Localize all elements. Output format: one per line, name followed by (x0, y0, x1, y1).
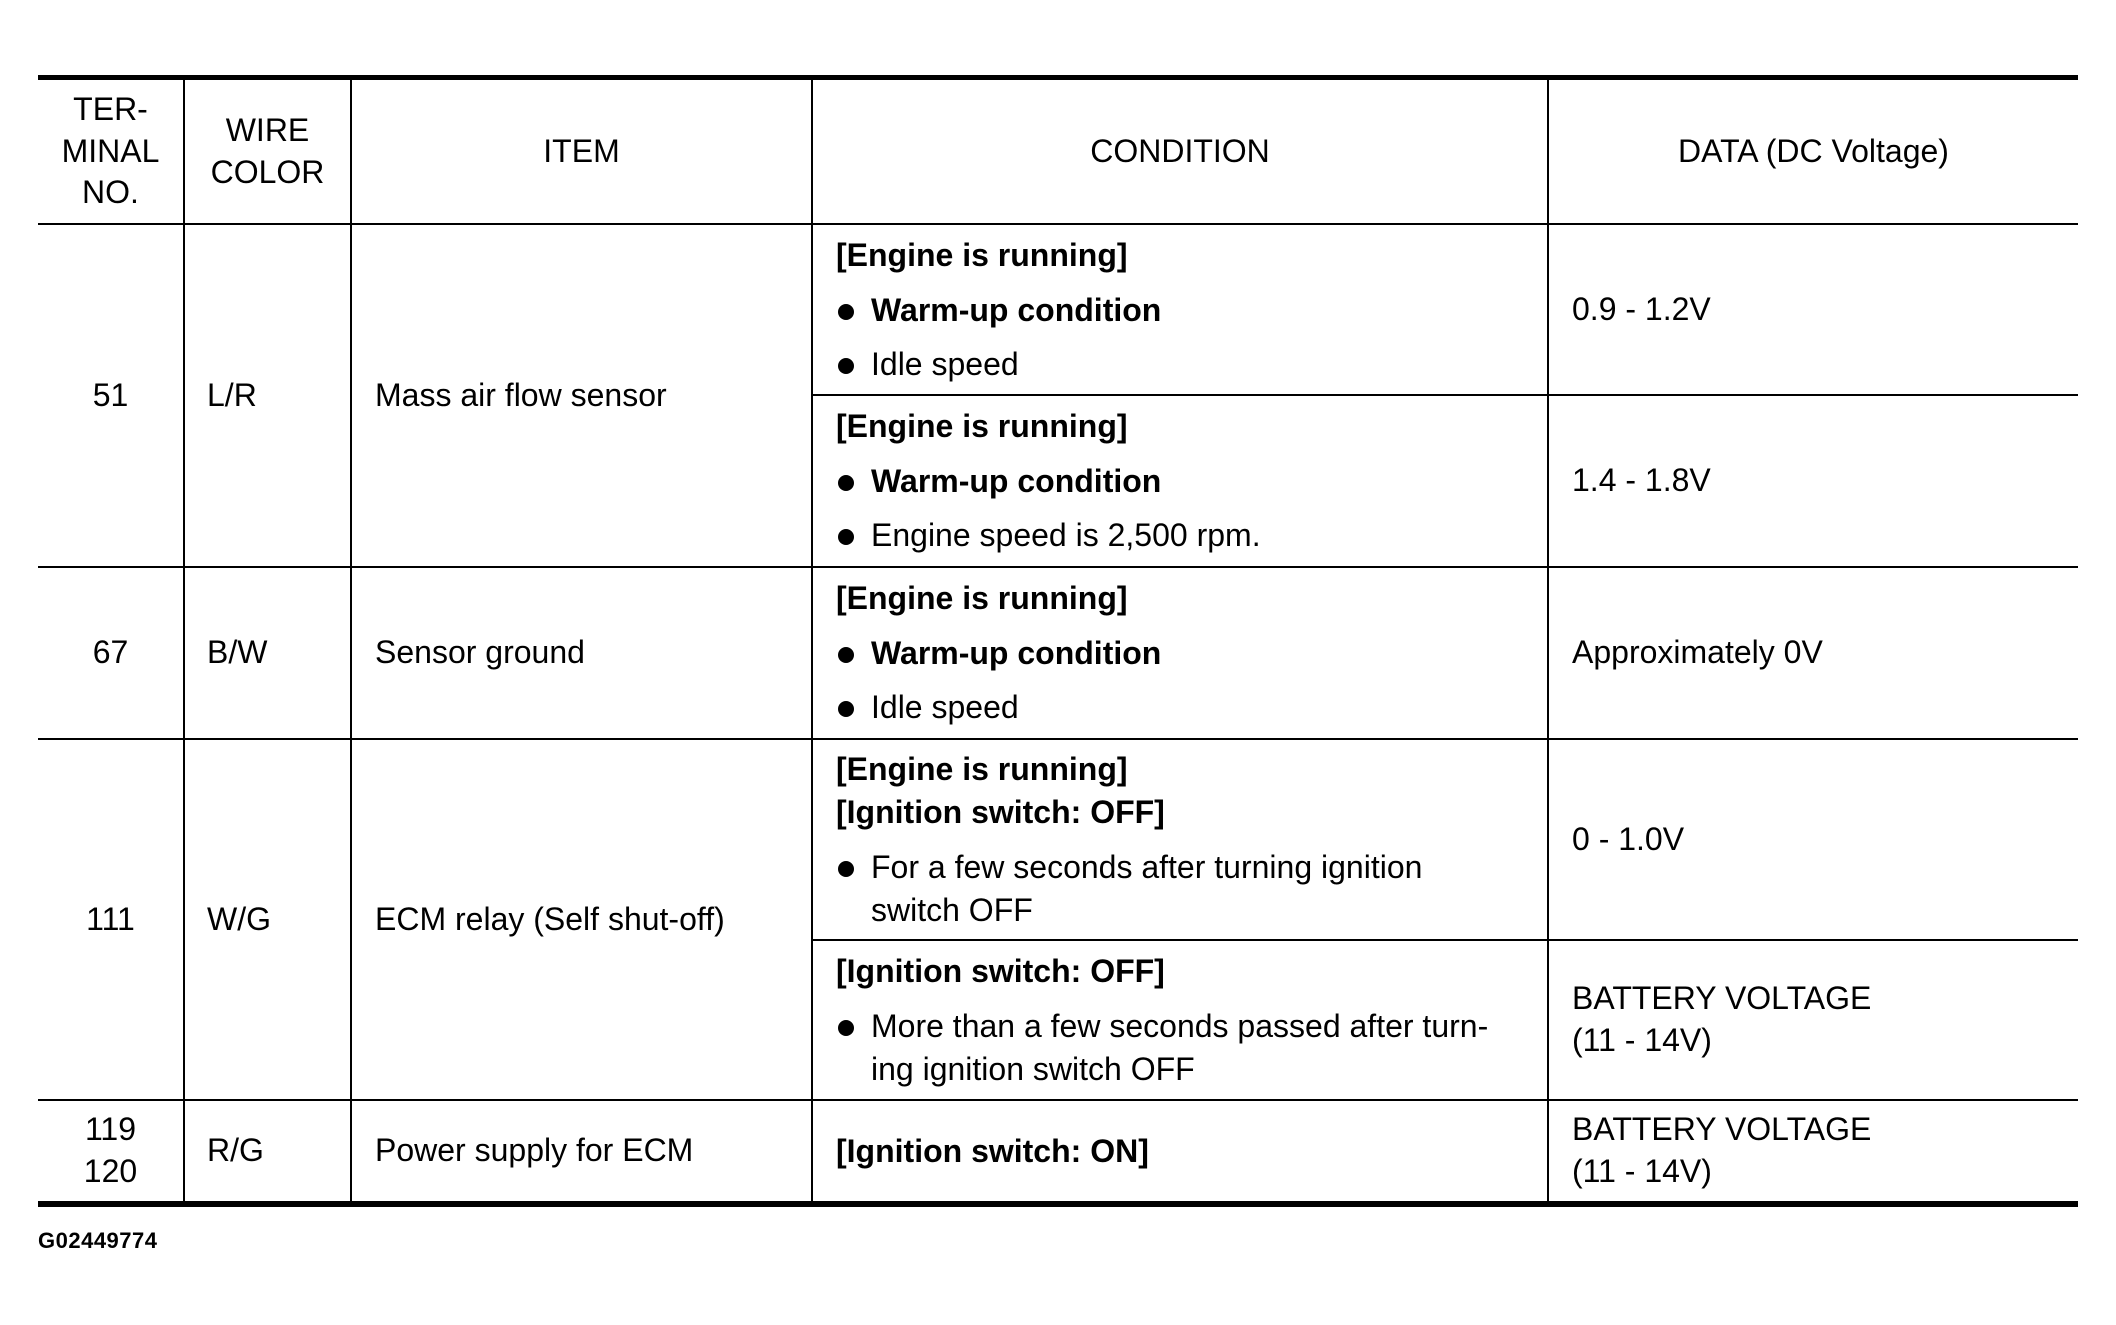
data-value: 1.4 - 1.8V (1548, 395, 2078, 567)
header-wire-color: WIRE COLOR (184, 78, 351, 225)
condition-cell (812, 739, 1548, 940)
terminal-number: 119 120 (38, 1100, 184, 1204)
condition-bullet: Warm-up condition (836, 460, 1529, 503)
condition-bullet: Warm-up condition (836, 289, 1529, 332)
item-name: Power supply for ECM (351, 1100, 812, 1204)
condition-bullet: More than a few seconds passed after turn- ing ignition switch OFF (836, 1005, 1529, 1091)
wire-color: W/G (184, 739, 351, 1100)
condition-bullet: Idle speed (836, 686, 1529, 729)
condition-bullet: Idle speed (836, 343, 1529, 386)
data-value: Approximately 0V (1548, 567, 2078, 739)
table-row (38, 1100, 2078, 1204)
terminal-number: 111 (38, 739, 184, 1100)
item-name: ECM relay (Self shut-off) (351, 739, 812, 1100)
table-row (38, 567, 2078, 739)
condition-heading: [Ignition switch: OFF] (836, 793, 1165, 830)
wire-color: B/W (184, 567, 351, 739)
condition-cell (812, 940, 1548, 1100)
condition-heading: [Engine is running] (836, 408, 1128, 444)
condition-cell (812, 567, 1548, 739)
ecm-terminal-table (38, 75, 2078, 1207)
condition-heading: [Engine is running] (836, 750, 1128, 787)
header-item: ITEM (351, 78, 812, 225)
condition-heading: [Engine is running] (836, 236, 1128, 273)
item-name: Sensor ground (351, 567, 812, 739)
data-value: BATTERY VOLTAGE (11 - 14V) (1548, 940, 2078, 1100)
terminal-number: 67 (38, 567, 184, 739)
terminal-number: 51 (38, 224, 184, 567)
data-value: 0.9 - 1.2V (1548, 224, 2078, 395)
wire-color: R/G (184, 1100, 351, 1204)
condition-bullet: Engine speed is 2,500 rpm. (836, 514, 1529, 557)
header-condition: CONDITION (812, 78, 1548, 225)
data-value: BATTERY VOLTAGE (11 - 14V) (1548, 1100, 2078, 1204)
data-value: 0 - 1.0V (1548, 739, 2078, 940)
figure-id: G02449774 (38, 1228, 158, 1253)
condition-heading: [Ignition switch: ON] (836, 1132, 1149, 1169)
header-terminal-no: TER- MINAL NO. (38, 78, 184, 225)
header-data: DATA (DC Voltage) (1548, 78, 2078, 225)
condition-cell (812, 395, 1548, 567)
condition-bullet: For a few seconds after turning ignition switch OFF (836, 846, 1529, 932)
header-row (38, 78, 2078, 225)
condition-cell (812, 224, 1548, 395)
condition-cell (812, 1100, 1548, 1204)
condition-heading: [Ignition switch: OFF] (836, 952, 1165, 989)
item-name: Mass air flow sensor (351, 224, 812, 567)
table-row (38, 739, 2078, 940)
condition-bullet: Warm-up condition (836, 632, 1529, 675)
wire-color: L/R (184, 224, 351, 567)
condition-heading: [Engine is running] (836, 580, 1128, 616)
table-row (38, 224, 2078, 395)
